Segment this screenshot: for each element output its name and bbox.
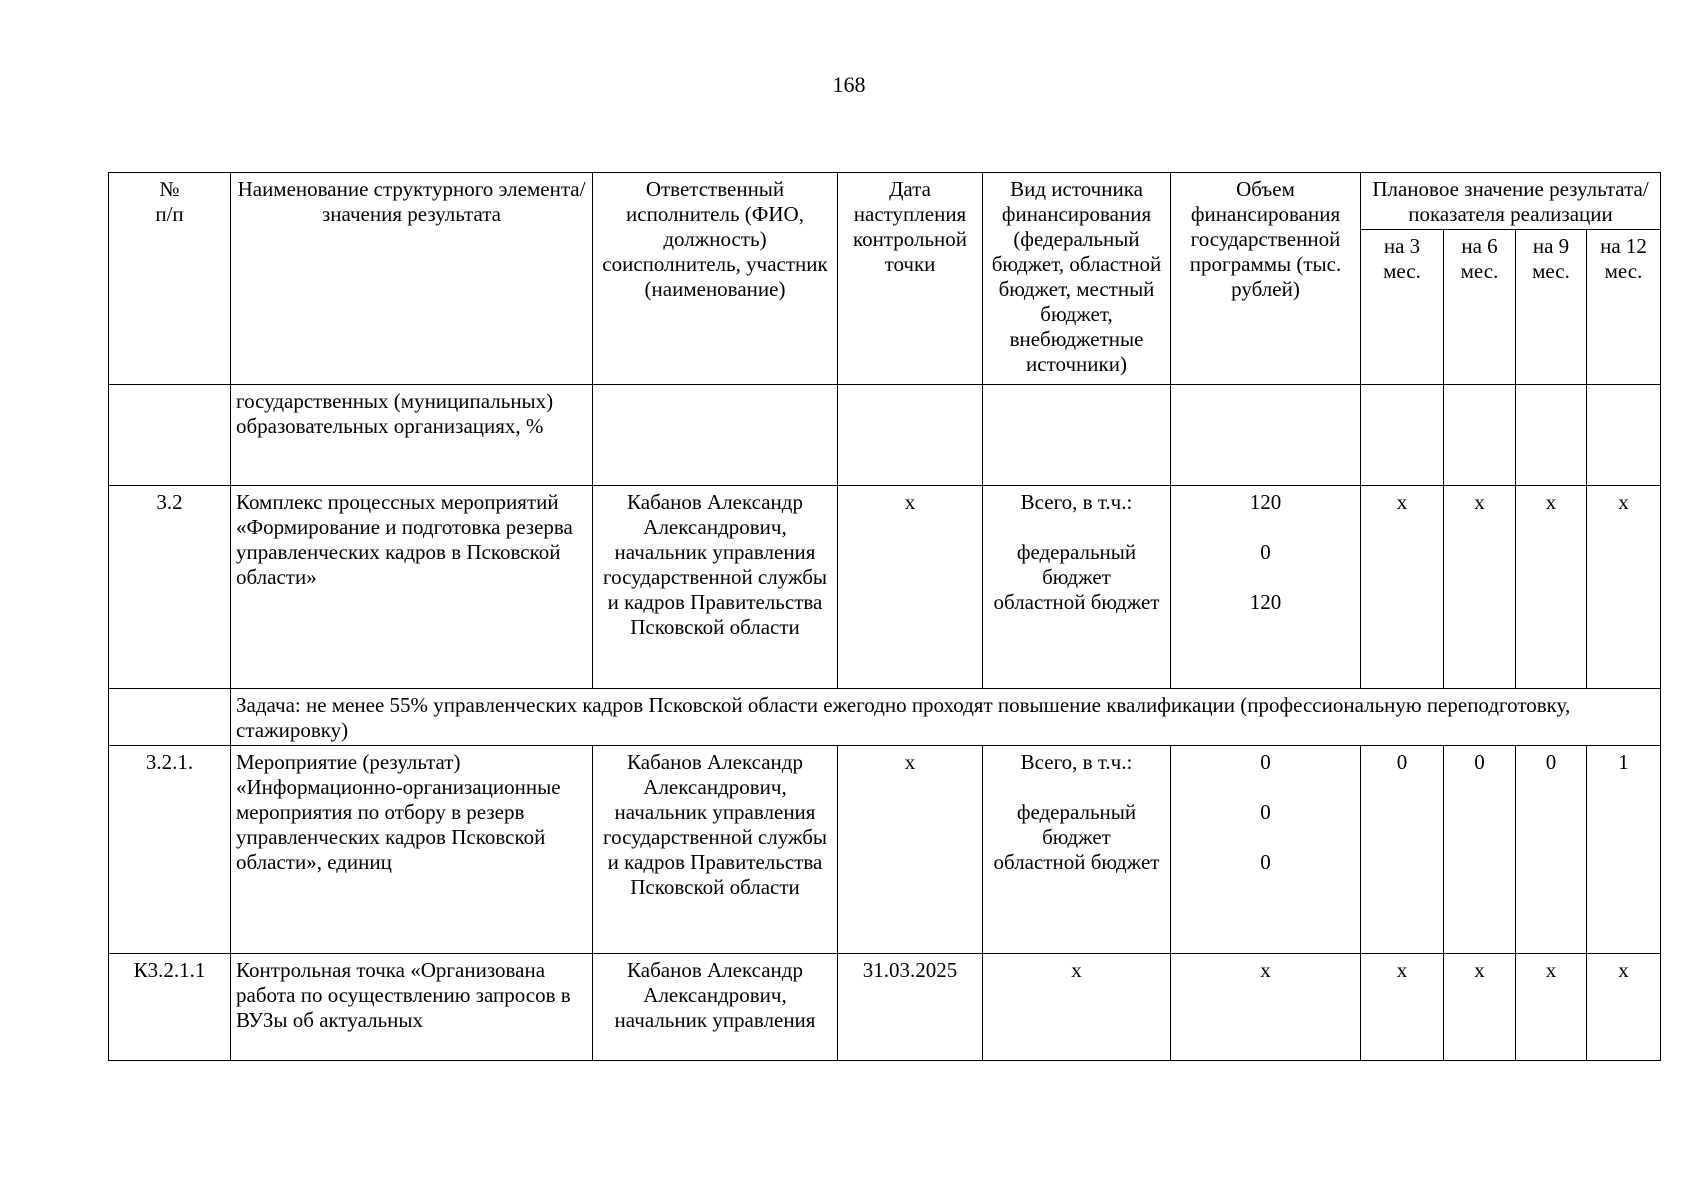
cell-name: Мероприятие (результат) «Информационно-организационные мероприятия по отбору в резерв управленческих кадров Псковской области», единиц bbox=[231, 746, 593, 954]
header-m3: на 3 мес. bbox=[1361, 230, 1444, 385]
cell-date: х bbox=[838, 746, 983, 954]
cell-m9: х bbox=[1516, 954, 1587, 1061]
cell-m3: х bbox=[1361, 486, 1444, 689]
cell-m6: х bbox=[1444, 486, 1516, 689]
cell-name: государственных (муниципальных) образовательных организациях, % bbox=[231, 385, 593, 486]
cell-num: К3.2.1.1 bbox=[109, 954, 231, 1061]
header-source: Вид источника финансирования (федеральный бюджет, областной бюджет, местный бюджет, внебюджетные источники) bbox=[983, 173, 1171, 385]
cell-date: 31.03.2025 bbox=[838, 954, 983, 1061]
cell-m12: 1 bbox=[1587, 746, 1661, 954]
cell-responsible bbox=[593, 385, 838, 486]
cell-volume: х bbox=[1171, 954, 1361, 1061]
cell-responsible: Кабанов Александр Александрович, начальник управления государственной службы и кадров Правительства Псковской области bbox=[593, 746, 838, 954]
cell-m6 bbox=[1444, 385, 1516, 486]
cell-date bbox=[838, 385, 983, 486]
cell-m3: 0 bbox=[1361, 746, 1444, 954]
cell-volume bbox=[1171, 385, 1361, 486]
cell-m9 bbox=[1516, 385, 1587, 486]
cell-num: 3.2 bbox=[109, 486, 231, 689]
task-row bbox=[109, 689, 1661, 746]
cell-m12: х bbox=[1587, 486, 1661, 689]
cell-m9: 0 bbox=[1516, 746, 1587, 954]
cell-m12 bbox=[1587, 385, 1661, 486]
cell-m12: х bbox=[1587, 954, 1661, 1061]
cell-volume bbox=[1171, 746, 1361, 954]
volume-federal: 0 bbox=[1260, 540, 1271, 564]
header-name: Наименование структурного элемента/ значения результата bbox=[231, 173, 593, 385]
cell-source bbox=[983, 746, 1171, 954]
program-table bbox=[108, 172, 1661, 1061]
task-text: Задача: не менее 55% управленческих кадров Псковской области ежегодно проходят повышение квалификации (профессиональную переподготовку, стажировку) bbox=[231, 689, 1661, 746]
cell-name: Контрольная точка «Организована работа по осуществлению запросов в ВУЗы об актуальных bbox=[231, 954, 593, 1061]
volume-regional: 120 bbox=[1249, 590, 1282, 614]
cell-responsible: Кабанов Александр Александрович, начальник управления государственной службы и кадров Правительства Псковской области bbox=[593, 486, 838, 689]
cell-m6: 0 bbox=[1444, 746, 1516, 954]
source-federal: федеральный бюджет bbox=[1016, 540, 1137, 589]
header-m6: на 6 мес. bbox=[1444, 230, 1516, 385]
cell-source bbox=[983, 385, 1171, 486]
header-date: Дата наступления контрольной точки bbox=[838, 173, 983, 385]
header-volume: Объем финансирования государственной программы (тыс. рублей) bbox=[1171, 173, 1361, 385]
cell-num: 3.2.1. bbox=[109, 746, 231, 954]
source-regional: областной бюджет bbox=[993, 590, 1160, 614]
volume-total: 0 bbox=[1260, 750, 1271, 774]
cell-date: х bbox=[838, 486, 983, 689]
cell-source: х bbox=[983, 954, 1171, 1061]
table-row bbox=[109, 954, 1661, 1061]
header-num: № п/п bbox=[109, 173, 231, 385]
header-m12: на 12 мес. bbox=[1587, 230, 1661, 385]
source-federal: федеральный бюджет bbox=[1016, 800, 1137, 849]
cell-num bbox=[109, 385, 231, 486]
source-regional: областной бюджет bbox=[993, 850, 1160, 874]
cell-m3: х bbox=[1361, 954, 1444, 1061]
cell-m9: х bbox=[1516, 486, 1587, 689]
table-row bbox=[109, 385, 1661, 486]
volume-federal: 0 bbox=[1260, 800, 1271, 824]
volume-regional: 0 bbox=[1260, 850, 1271, 874]
cell-num bbox=[109, 689, 231, 746]
cell-responsible: Кабанов Александр Александрович, начальник управления bbox=[593, 954, 838, 1061]
header-plan: Плановое значение результата/показателя реализации bbox=[1361, 173, 1661, 230]
source-total: Всего, в т.ч.: bbox=[1020, 750, 1133, 774]
source-total: Всего, в т.ч.: bbox=[1020, 490, 1133, 514]
cell-volume bbox=[1171, 486, 1361, 689]
table-row bbox=[109, 486, 1661, 689]
page-number: 168 bbox=[832, 72, 866, 97]
header-row bbox=[109, 173, 1661, 230]
cell-m3 bbox=[1361, 385, 1444, 486]
cell-source bbox=[983, 486, 1171, 689]
table-row bbox=[109, 746, 1661, 954]
cell-name: Комплекс процессных мероприятий «Формирование и подготовка резерва управленческих кадров в Псковской области» bbox=[231, 486, 593, 689]
cell-m6: х bbox=[1444, 954, 1516, 1061]
volume-total: 120 bbox=[1249, 490, 1282, 514]
header-m9: на 9 мес. bbox=[1516, 230, 1587, 385]
header-responsible: Ответственный исполнитель (ФИО, должность) соисполнитель, участник (наименование) bbox=[593, 173, 838, 385]
